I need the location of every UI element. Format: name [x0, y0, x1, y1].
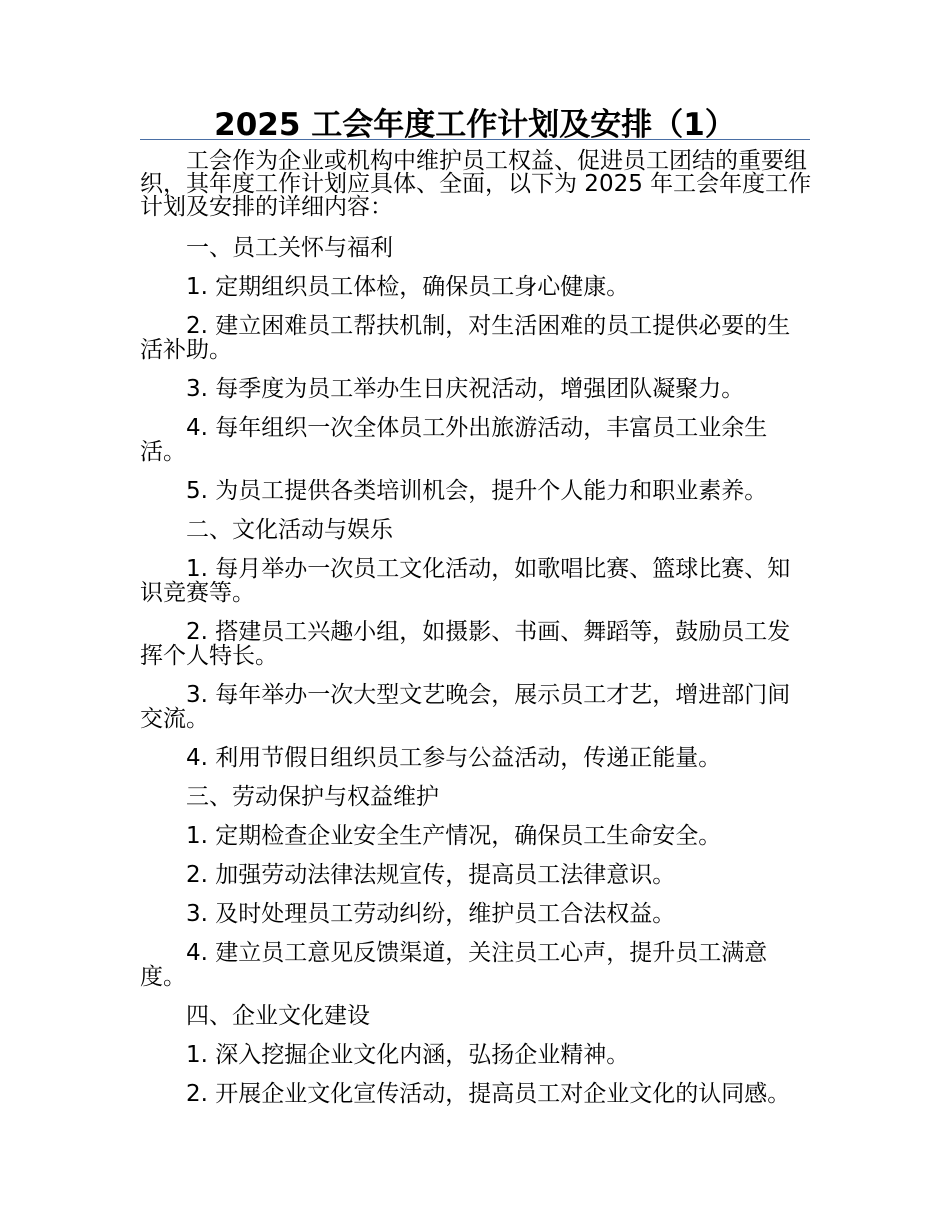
title-underline [140, 139, 810, 140]
list-item: 1. 每月举办一次员工文化活动，如歌唱比赛、篮球比赛、知识竞赛等。 [140, 556, 791, 606]
list-item: 3. 每季度为员工举办生日庆祝活动，增强团队凝聚力。 [186, 376, 745, 402]
list-item: 3. 每年举办一次大型文艺晚会，展示员工才艺，增进部门间交流。 [140, 682, 791, 732]
document-body [140, 150, 812, 1121]
list-item: 2. 开展企业文化宣传活动，提高员工对企业文化的认同感。 [186, 1081, 791, 1107]
list-item: 4. 建立员工意见反馈渠道，关注员工心声，提升员工满意度。 [140, 940, 768, 990]
list-item: 1. 深入挖掘企业文化内涵，弘扬企业精神。 [186, 1042, 630, 1068]
list-item: 4. 利用节假日组织员工参与公益活动，传递正能量。 [186, 745, 722, 771]
list-item: 2. 加强劳动法律法规宣传，提高员工法律意识。 [186, 862, 676, 888]
list-item: 5. 为员工提供各类培训机会，提升个人能力和职业素养。 [186, 478, 768, 504]
list-item: 3. 及时处理员工劳动纠纷，维护员工合法权益。 [186, 901, 676, 927]
intro-paragraph: 工会作为企业或机构中维护员工权益、促进员工团结的重要组织，其年度工作计划应具体、全面，以下为 2025 年工会年度工作计划及安排的详细内容： [140, 148, 812, 220]
document-title: 2025 工会年度工作计划及安排（1） [214, 107, 736, 143]
list-item: 4. 每年组织一次全体员工外出旅游活动，丰富员工业余生活。 [140, 415, 768, 465]
section-heading-4: 四、企业文化建设 [186, 1003, 370, 1029]
section-heading-1: 一、员工关怀与福利 [186, 235, 393, 261]
list-item: 1. 定期检查企业安全生产情况，确保员工生命安全。 [186, 823, 722, 849]
list-item: 2. 搭建员工兴趣小组，如摄影、书画、舞蹈等，鼓励员工发挥个人特长。 [140, 619, 791, 669]
section-heading-2: 二、文化活动与娱乐 [186, 517, 393, 543]
section-heading-3: 三、劳动保护与权益维护 [186, 784, 439, 810]
list-item: 2. 建立困难员工帮扶机制，对生活困难的员工提供必要的生活补助。 [140, 313, 791, 363]
list-item: 1. 定期组织员工体检，确保员工身心健康。 [186, 274, 630, 300]
